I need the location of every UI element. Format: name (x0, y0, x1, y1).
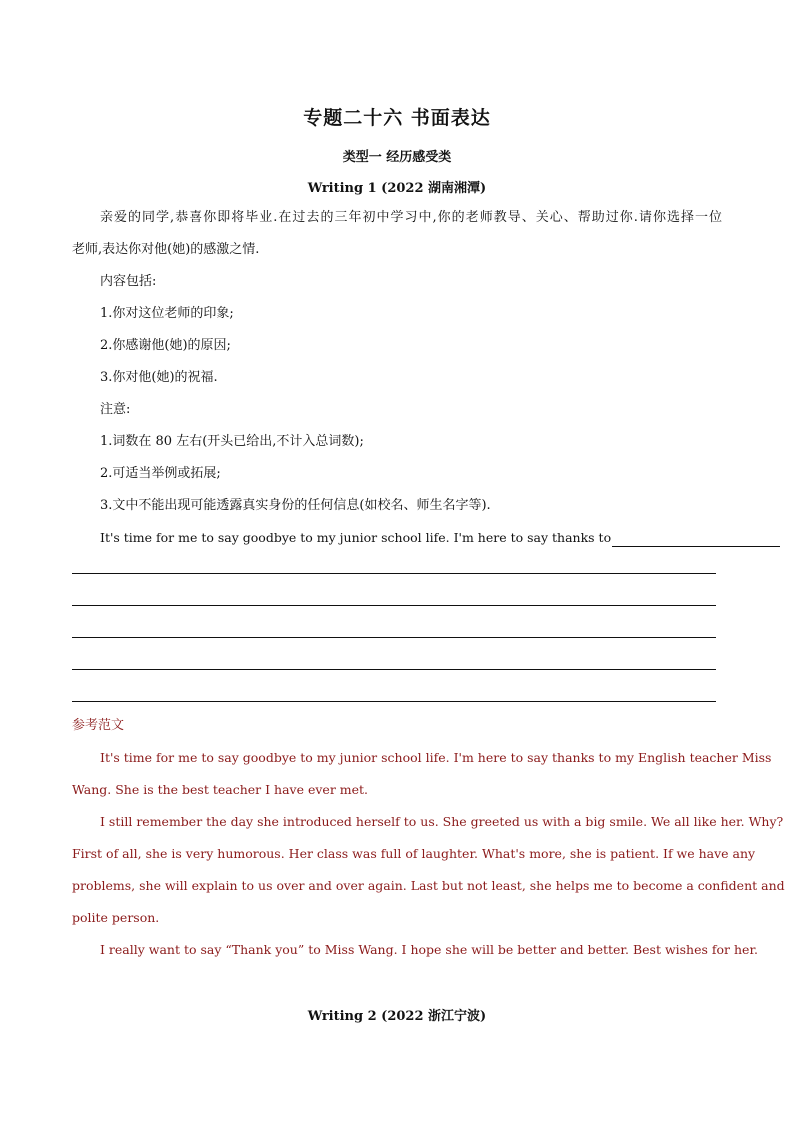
sample-line: It's time for me to say goodbye to my junior school life. I'm here to say thanks to my English teacher Miss (100, 750, 772, 765)
answer-line[interactable] (72, 605, 716, 606)
content-label: 内容包括: (100, 274, 157, 289)
content-item: 2.你感谢他(她)的原因; (100, 338, 231, 353)
sample-label: 参考范文 (72, 718, 125, 733)
writing2-heading: Writing 2 (2022 浙江宁波) (307, 1009, 487, 1024)
writing1-heading: Writing 1 (2022 湖南湘潭) (307, 181, 487, 196)
note-item: 3.文中不能出现可能透露真实身份的任何信息(如校名、师生名字等). (100, 498, 491, 513)
section-subtitle: 类型一 经历感受类 (342, 150, 452, 165)
content-item: 1.你对这位老师的印象; (100, 306, 234, 321)
starter-line (100, 529, 722, 547)
sample-line: problems, she will explain to us over and over again. Last but not least, she helps me to become a confident and (72, 878, 785, 893)
note-item: 2.可适当举例或拓展; (100, 466, 221, 481)
note-item: 1.词数在 80 左右(开头已给出,不计入总词数); (100, 434, 364, 449)
sample-line: I really want to say “Thank you” to Miss Wang. I hope she will be better and better. Best wishes for her. (100, 942, 759, 957)
sample-line: polite person. (72, 910, 160, 925)
answer-blank[interactable] (612, 532, 780, 547)
answer-line[interactable] (72, 637, 716, 638)
sample-line: First of all, she is very humorous. Her class was full of laughter. What's more, she is patient. If we have any (72, 846, 756, 861)
starter-text: It's time for me to say goodbye to my junior school life. I'm here to say thanks to (100, 530, 612, 545)
note-label: 注意: (100, 402, 131, 417)
answer-line[interactable] (72, 573, 716, 574)
prompt-line: 老师,表达你对他(她)的感激之情. (72, 242, 260, 257)
answer-line[interactable] (72, 669, 716, 670)
sample-line: I still remember the day she introduced herself to us. She greeted us with a big smile. We all like her. Why? (100, 814, 784, 829)
page-title: 专题二十六 书面表达 (303, 107, 491, 129)
sample-line: Wang. She is the best teacher I have ever met. (72, 782, 369, 797)
prompt-line: 亲爱的同学,恭喜你即将毕业.在过去的三年初中学习中,你的老师教导、关心、帮助过你.请你选择一位 (100, 210, 722, 225)
answer-line[interactable] (72, 701, 716, 702)
content-item: 3.你对他(她)的祝福. (100, 370, 218, 385)
